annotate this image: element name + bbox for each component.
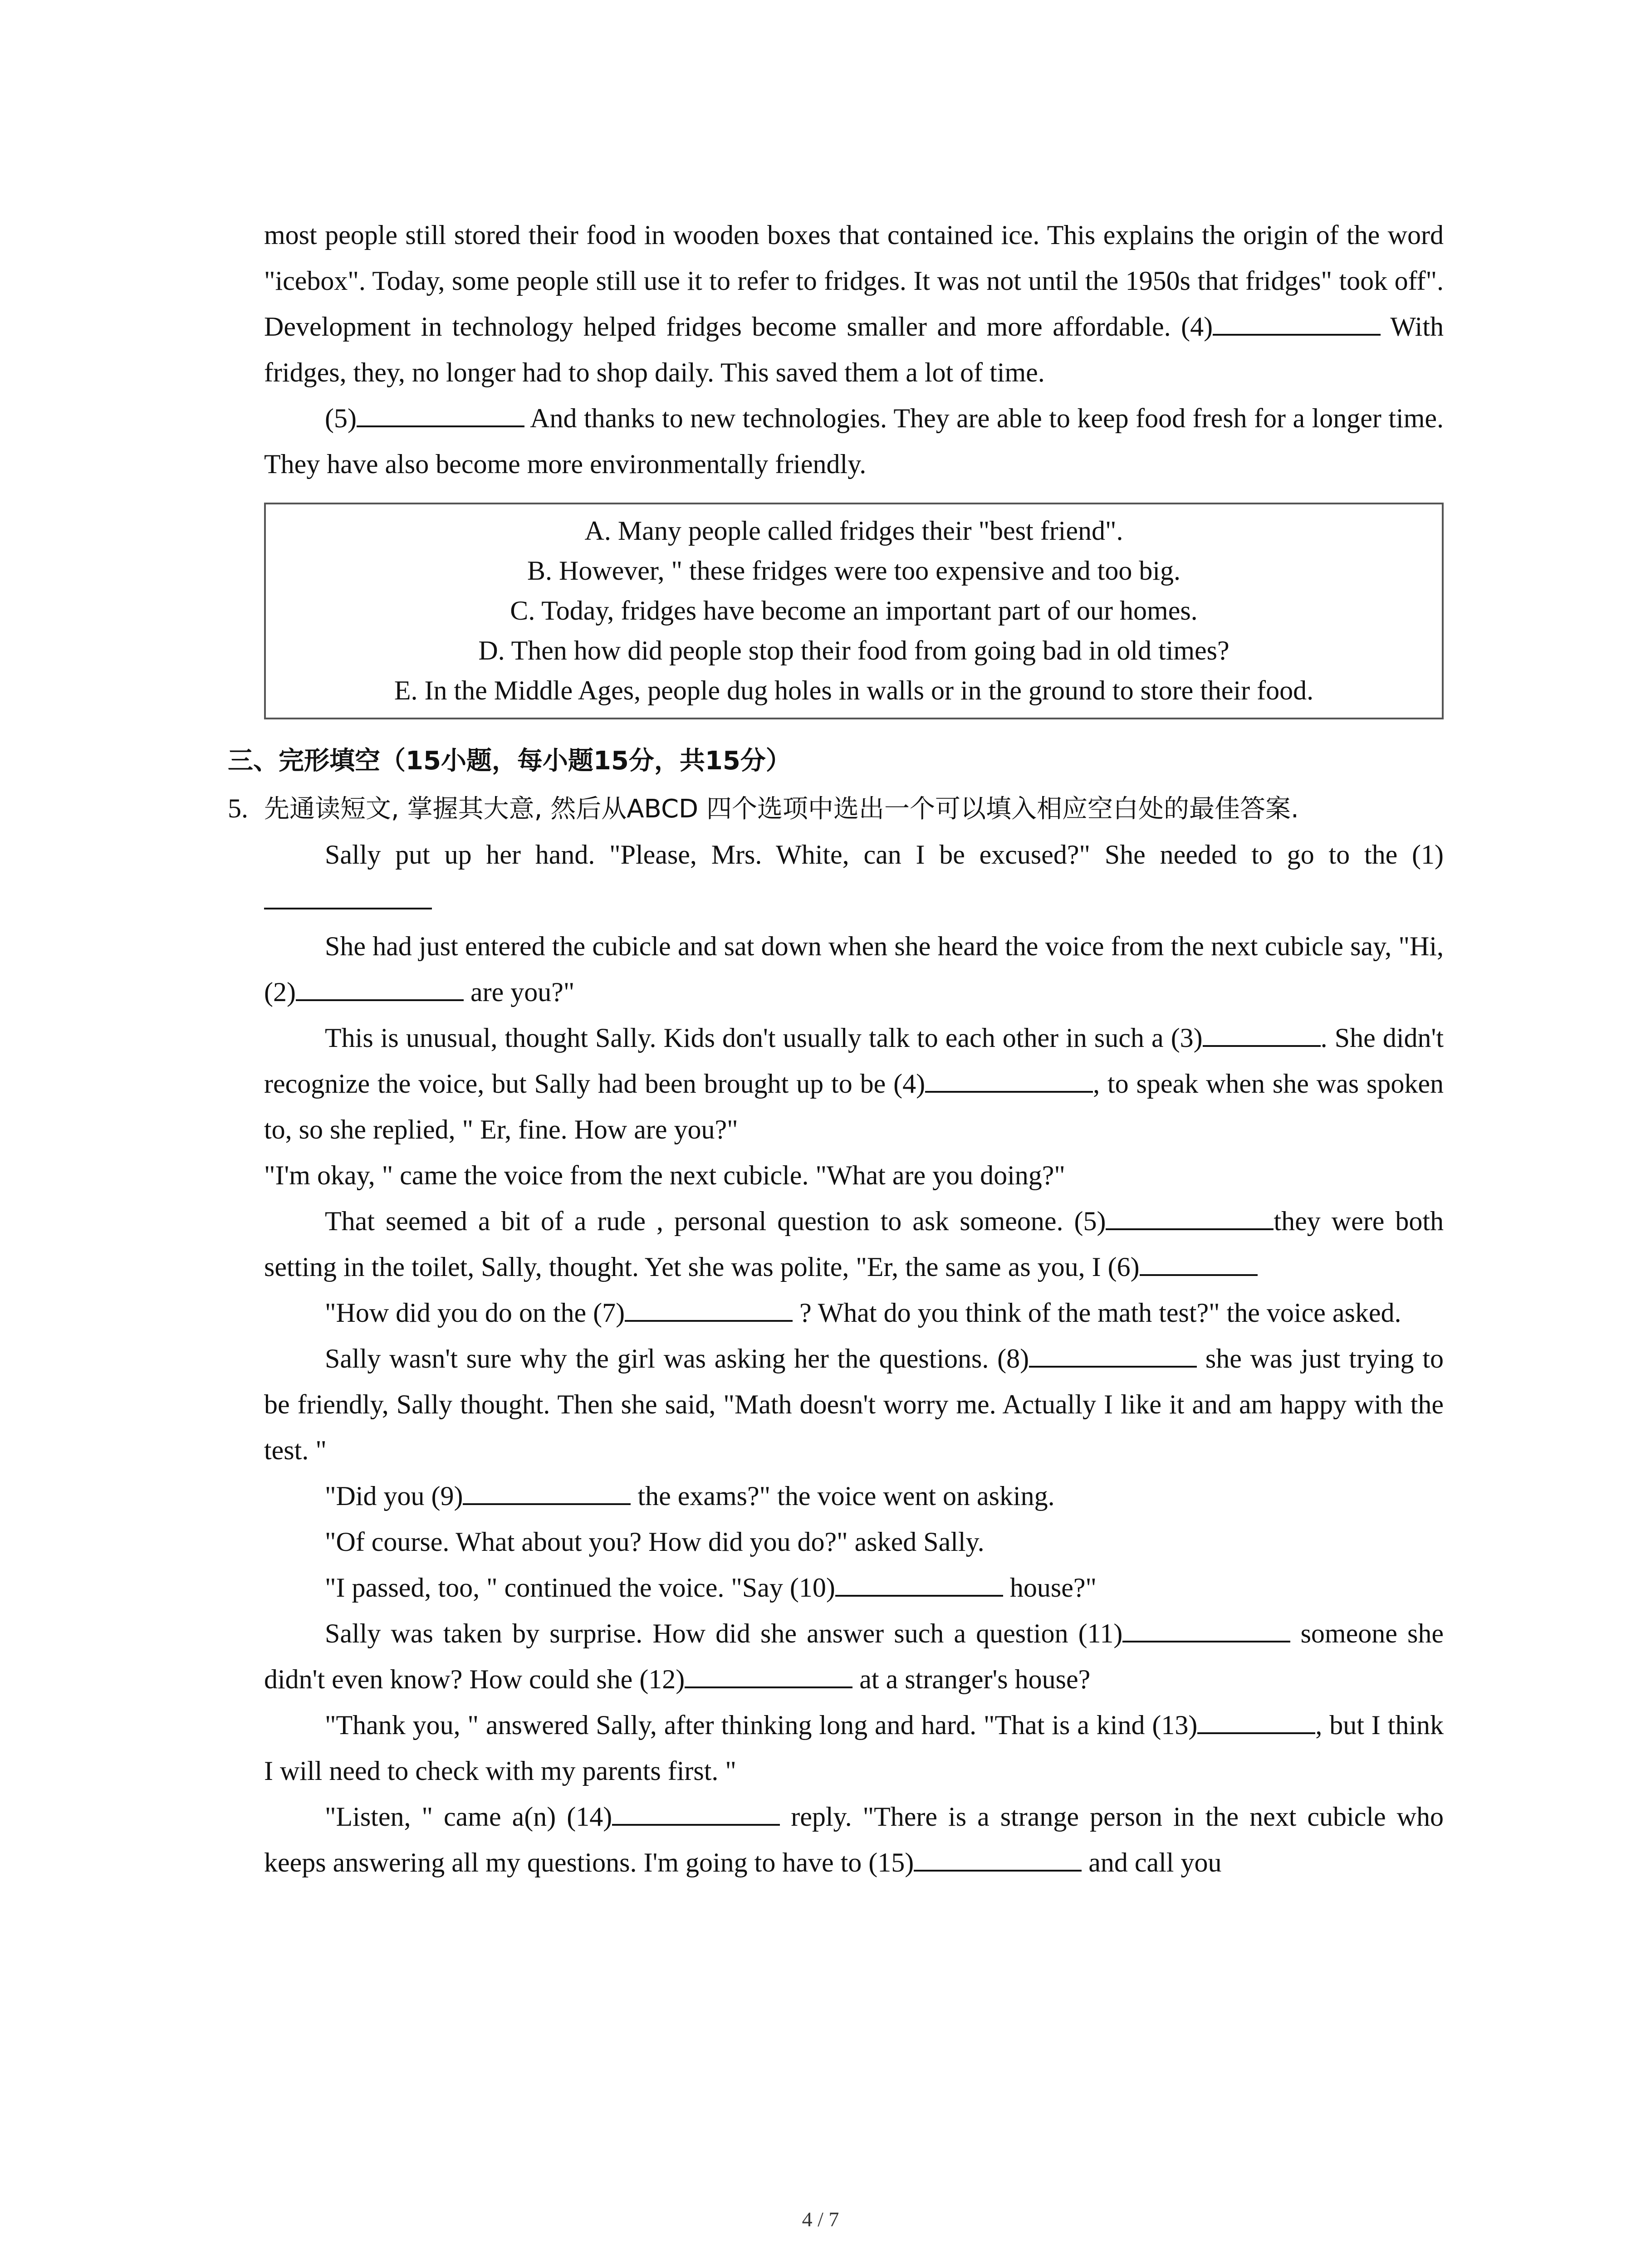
option-item: D. Then how did people stop their food from going bad in old times? [478,635,1230,665]
story-text: she was just trying to be friendly, Sally thought. Then she said, "Math doesn't worry me. Actually I like it and am happy with the test. " [264,1344,1444,1465]
answer-blank [463,1480,631,1505]
story-text: "I passed, too, " continued the voice. "Say (10) [325,1573,835,1603]
story-text: Sally put up her hand. "Please, Mrs. White, can I be excused?" She needed to go to the (1) [325,840,1444,870]
story-text: Sally wasn't sure why the girl was asking her the questions. (8) [325,1344,1029,1374]
answer-blank [685,1663,852,1688]
story-paragraph [264,924,1444,1015]
story-text: reply. "There is a strange person in the next cubicle who keeps answering all my questions. I'm going to have to (15) [264,1802,1444,1877]
story-paragraph [264,1565,1444,1611]
passage-paragraph [264,396,1444,487]
story-text: at a stranger's house? [852,1664,1091,1694]
answer-blank [914,1846,1082,1872]
story-text: they were both setting in the toilet, Sally, thought. Yet she was polite, "Er, the same as you, I (6) [264,1206,1444,1282]
answer-blank [264,884,432,909]
answer-blank [357,402,524,427]
answer-blank [625,1296,793,1322]
story-paragraph [264,1015,1444,1153]
answer-blank [1140,1251,1258,1276]
answer-blank [612,1800,780,1826]
option-item: B. However, " these fridges were too expensive and too big. [527,556,1181,586]
answer-blank [1213,310,1381,336]
story-text: the exams?" the voice went on asking. [631,1481,1055,1511]
story-paragraph [264,1198,1444,1290]
story-paragraph [264,1290,1444,1336]
story-text: , to speak when she was spoken to, so she replied, " Er, fine. How are you?" [264,1069,1444,1144]
question-number: 5. [228,793,248,823]
story-paragraph [264,1794,1444,1886]
story-paragraph [264,832,1444,924]
answer-blank [925,1067,1093,1093]
story-paragraph: "Of course. What about you? How did you do?" asked Sally. [325,1527,985,1557]
story-text: "Thank you, " answered Sally, after thinking long and hard. "That is a kind (13) [325,1710,1198,1740]
story-text: and call you [1082,1848,1222,1877]
story-text: are you?" [463,977,575,1007]
passage-text: And thanks to new technologies. They are able to keep food fresh for a longer time. They have also become more environmentally friendly. [264,403,1444,479]
passage-text: most people still stored their food in wooden boxes that contained ice. This explains the origin of the word "icebox". Today, some people still use it to refer to fridges. It was not until the 1950s that fridges" took off". Development in technology helped fridges become smaller and more affordable. (4) [264,220,1444,342]
story-text: someone she didn't even know? How could she (12) [264,1618,1444,1694]
story-text: "How did you do on the (7) [325,1298,625,1328]
answer-blank [1203,1022,1321,1047]
story-paragraph: "I'm okay, " came the voice from the next cubicle. "What are you doing?" [264,1160,1065,1190]
instruction-text: 先通读短文, 掌握其大意, 然后从ABCD 四个选项中选出一个可以填入相应空白处的最佳答案. [264,794,1299,824]
story-text: Sally was taken by surprise. How did she answer such a question (11) [325,1618,1123,1648]
story-text: She had just entered the cubicle and sat down when she heard the voice from the next cubicle say, "Hi, (2) [264,931,1444,1007]
answer-blank [1029,1342,1197,1368]
story-paragraph [264,1702,1444,1794]
answer-blank [835,1571,1003,1597]
story-paragraph [264,1611,1444,1702]
section-heading: 三、完形填空（15小题，每小题15分，共15分） [228,746,791,776]
passage-text: With fridges, they, no longer had to shop daily. This saved them a lot of time. [264,312,1444,387]
answer-blank [1122,1617,1290,1642]
option-item: C. Today, fridges have become an important part of our homes. [510,596,1198,626]
question-instruction [228,786,1480,832]
story-text: ? What do you think of the math test?" the voice asked. [793,1298,1401,1328]
answer-blank [1197,1709,1315,1734]
passage-text: (5) [325,403,357,433]
answer-blank [296,976,464,1001]
story-text: , but I think I will need to check with my parents first. " [264,1710,1444,1786]
option-item: E. In the Middle Ages, people dug holes in walls or in the ground to store their food. [394,675,1314,705]
story-text: "Listen, " came a(n) (14) [325,1802,612,1832]
story-paragraph [264,1336,1444,1473]
story-text: "Did you (9) [325,1481,463,1511]
story-text: house?" [1003,1573,1097,1603]
story-paragraph [264,1473,1444,1519]
page-number: 4 / 7 [802,2208,839,2231]
story-text: That seemed a bit of a rude , personal question to ask someone. (5) [325,1206,1106,1236]
passage-paragraph [264,212,1444,396]
story-text: . She didn't recognize the voice, but Sally had been brought up to be (4) [264,1023,1444,1099]
page-content [228,212,1444,1886]
answer-blank [1106,1205,1274,1230]
option-item: A. Many people called fridges their "best friend". [584,516,1123,546]
option-box [264,503,1444,719]
story-text: This is unusual, thought Sally. Kids don't usually talk to each other in such a (3) [325,1023,1203,1053]
